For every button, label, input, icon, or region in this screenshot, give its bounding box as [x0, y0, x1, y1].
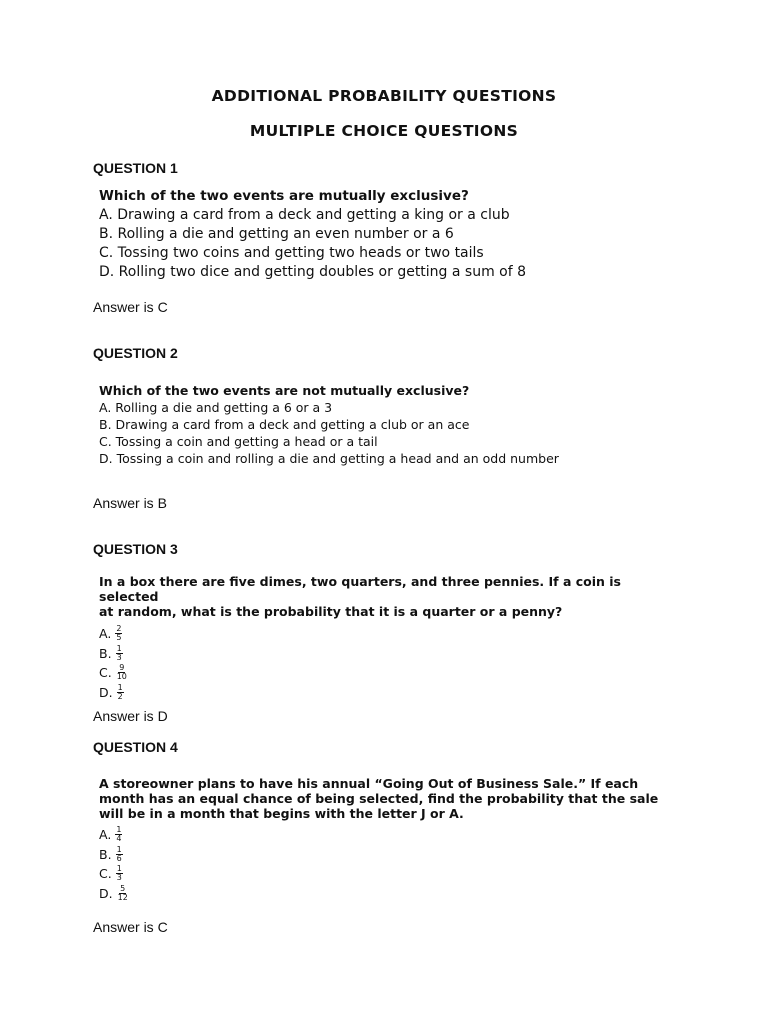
- fraction-numerator: 1: [116, 844, 122, 854]
- question-4-stem: [99, 776, 659, 821]
- fraction-numerator: 9: [119, 663, 125, 673]
- question-2-answer: Answer is B: [93, 495, 167, 511]
- question-4-heading: QUESTION 4: [93, 739, 178, 755]
- question-1-option-b: B. Rolling a die and getting an even number or a 6: [99, 226, 454, 242]
- option-letter: D.: [99, 885, 113, 901]
- fraction-denominator: 2: [117, 691, 123, 701]
- option-letter: A.: [99, 827, 112, 843]
- question-2-option-d: D. Tossing a coin and rolling a die and getting a head and an odd number: [99, 451, 559, 466]
- fraction-denominator: 12: [117, 892, 128, 902]
- question-1-option-a: A. Drawing a card from a deck and getting a king or a club: [99, 207, 510, 223]
- question-2-option-c: C. Tossing a coin and getting a head or a tail: [99, 434, 378, 449]
- fraction-numerator: 1: [116, 864, 122, 874]
- fraction-numerator: 5: [120, 883, 126, 893]
- fraction: [116, 664, 128, 681]
- question-3-options: [99, 624, 659, 702]
- question-3-answer: Answer is D: [93, 708, 168, 724]
- question-4-stem-line-3: will be in a month that begins with the letter J or A.: [99, 806, 464, 821]
- option-letter: C.: [99, 866, 112, 882]
- question-2-option-b: B. Drawing a card from a deck and getting a club or an ace: [99, 417, 470, 432]
- question-4-options: [99, 825, 659, 903]
- fraction-denominator: 6: [116, 853, 122, 863]
- question-4-block: [99, 776, 659, 903]
- question-1-option-d: D. Rolling two dice and getting doubles or getting a sum of 8: [99, 264, 527, 280]
- fraction-denominator: 10: [116, 672, 127, 682]
- fraction: [115, 625, 122, 642]
- question-2-option-a: A. Rolling a die and getting a 6 or a 3: [99, 400, 333, 415]
- fraction-numerator: 1: [116, 825, 122, 835]
- question-1-block: [99, 187, 526, 282]
- question-3-block: [99, 574, 659, 702]
- question-1-heading: QUESTION 1: [93, 160, 178, 176]
- question-3-stem-line-1: In a box there are five dimes, two quarters, and three pennies. If a coin is selected: [99, 574, 621, 604]
- question-4-option-d: [99, 884, 659, 904]
- fraction: [116, 865, 123, 882]
- question-2-stem: Which of the two events are not mutually exclusive?: [99, 383, 470, 398]
- question-3-option-d: [99, 683, 659, 703]
- question-4-option-a: [99, 825, 659, 845]
- document-title: ADDITIONAL PROBABILITY QUESTIONS: [211, 87, 557, 105]
- question-4-option-c: [99, 864, 659, 884]
- question-2-heading: QUESTION 2: [93, 345, 178, 361]
- fraction: [116, 645, 123, 662]
- fraction-numerator: 1: [117, 682, 123, 692]
- question-4-answer: Answer is C: [93, 919, 168, 935]
- fraction-denominator: 3: [116, 873, 122, 883]
- fraction-denominator: 4: [116, 834, 122, 844]
- option-letter: A.: [99, 626, 112, 642]
- option-letter: C.: [99, 665, 112, 681]
- question-4-stem-line-1: A storeowner plans to have his annual “Going Out of Business Sale.” If each: [99, 776, 639, 791]
- document-subtitle: MULTIPLE CHOICE QUESTIONS: [249, 122, 519, 140]
- question-3-option-b: [99, 644, 659, 664]
- fraction-numerator: 1: [116, 643, 122, 653]
- fraction-numerator: 2: [116, 624, 122, 634]
- question-3-stem-line-2: at random, what is the probability that it is a quarter or a penny?: [99, 604, 563, 619]
- question-1-stem: Which of the two events are mutually exclusive?: [99, 188, 469, 204]
- fraction-denominator: 5: [116, 633, 122, 643]
- question-3-stem: [99, 574, 659, 619]
- question-2-block: [99, 382, 559, 467]
- question-1-answer: Answer is C: [93, 299, 168, 315]
- question-3-heading: QUESTION 3: [93, 541, 178, 557]
- fraction: [117, 684, 124, 701]
- option-letter: B.: [99, 846, 112, 862]
- fraction: [117, 885, 129, 902]
- fraction: [115, 826, 122, 843]
- question-1-option-c: C. Tossing two coins and getting two heads or two tails: [99, 245, 484, 261]
- question-4-stem-line-2: month has an equal chance of being selected, find the probability that the sale: [99, 791, 659, 806]
- fraction-denominator: 3: [116, 652, 122, 662]
- question-3-option-a: [99, 624, 659, 644]
- fraction: [116, 846, 123, 863]
- option-letter: B.: [99, 645, 112, 661]
- question-3-option-c: [99, 663, 659, 683]
- option-letter: D.: [99, 684, 113, 700]
- question-4-option-b: [99, 845, 659, 865]
